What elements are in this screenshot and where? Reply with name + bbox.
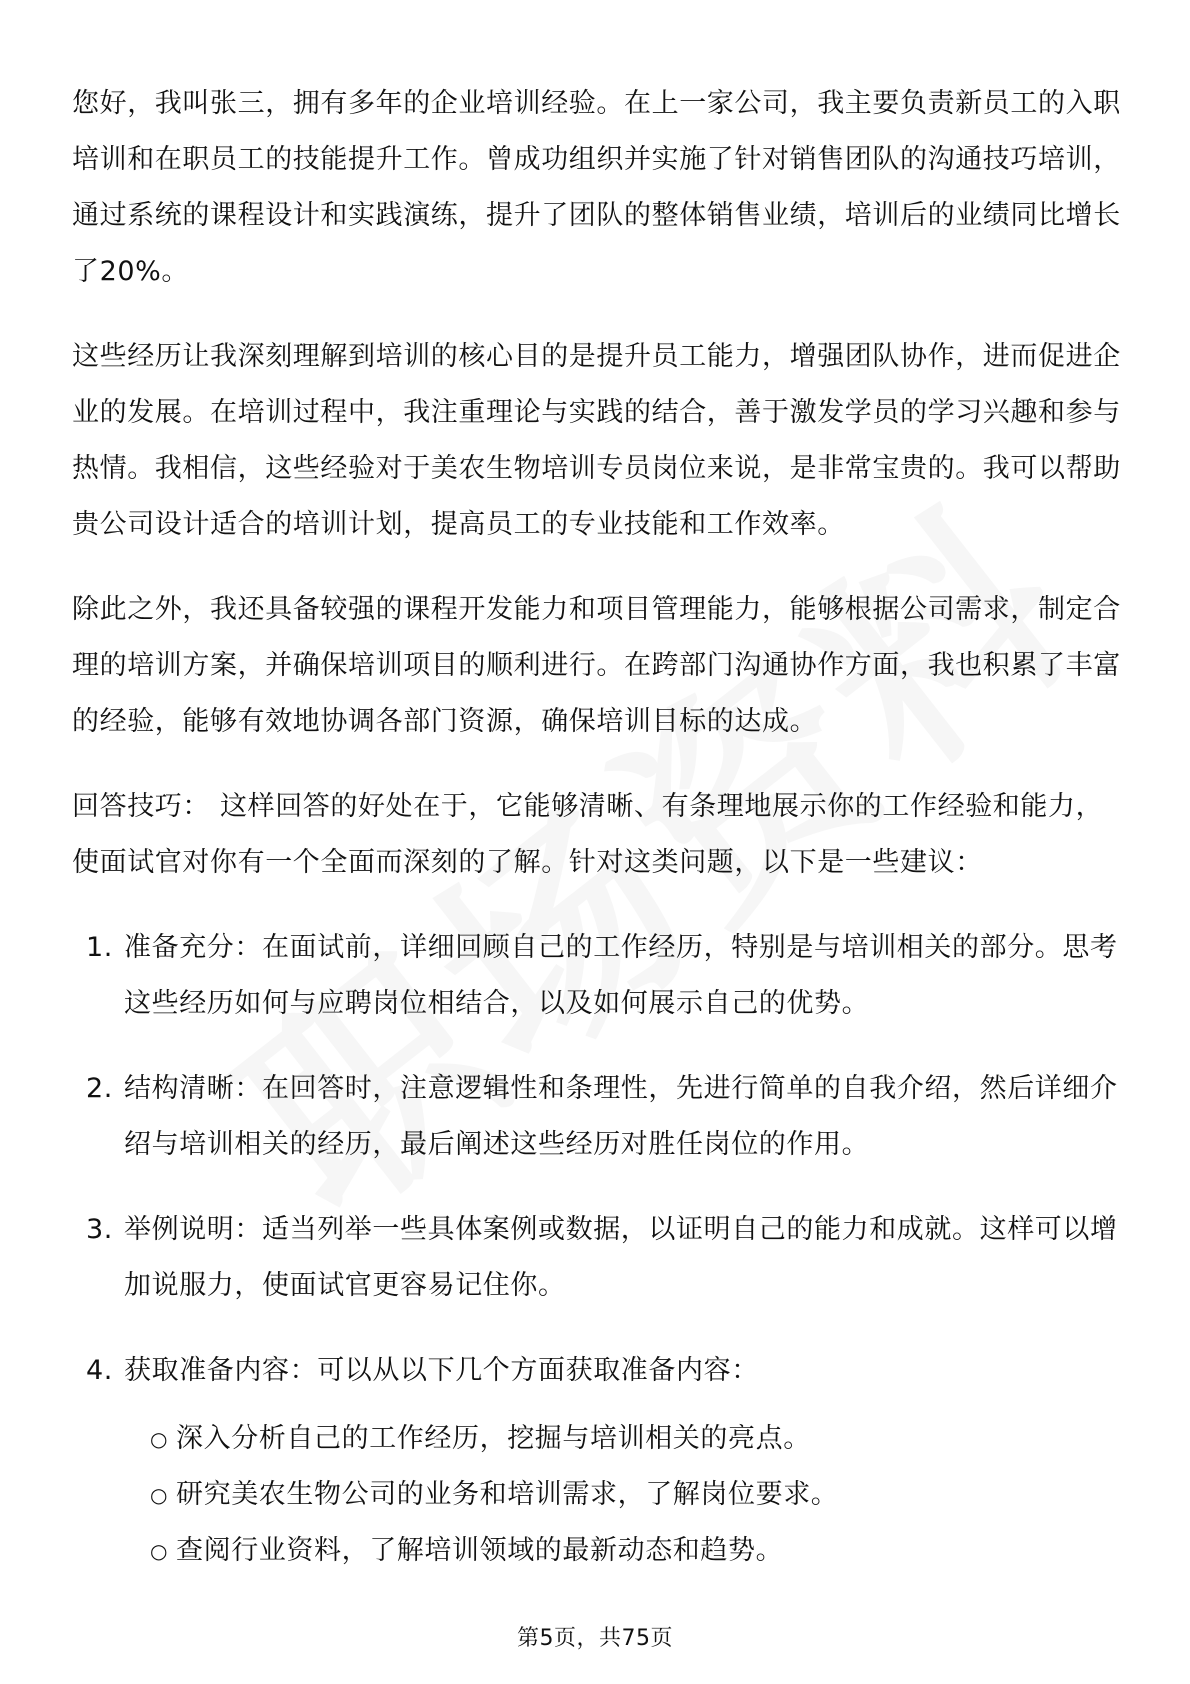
sub-list <box>124 1411 1122 1579</box>
suggestion-item <box>72 1343 1122 1579</box>
tips-text: 这样回答的好处在于，它能够清晰、有条理地展示你的工作经验和能力，使面试官对你有一个全面而深刻的了解。针对这类问题，以下是一些建议： <box>72 791 1104 878</box>
experience-paragraph: 这些经历让我深刻理解到培训的核心目的是提升员工能力，增强团队协作，进而促进企业的发展。在培训过程中，我注重理论与实践的结合，善于激发学员的学习兴趣和参与热情。我相信，这些经验对于美农生物培训专员岗位来说，是非常宝贵的。我可以帮助贵公司设计适合的培训计划，提高员工的专业技能和工作效率。 <box>72 341 1121 540</box>
suggestion-item <box>72 920 1122 1032</box>
suggestion-item <box>72 1061 1122 1173</box>
list-number: 1. <box>86 932 113 963</box>
suggestion-text: 准备充分：在面试前，详细回顾自己的工作经历，特别是与培训相关的部分。思考这些经历如何与应聘岗位相结合，以及如何展示自己的优势。 <box>124 932 1118 1019</box>
document-body <box>72 76 1122 1608</box>
suggestion-text: 结构清晰：在回答时，注意逻辑性和条理性，先进行简单的自我介绍，然后详细介绍与培训相关的经历，最后阐述这些经历对胜任岗位的作用。 <box>124 1073 1118 1160</box>
sub-list-item <box>124 1523 1122 1579</box>
sub-item-text: 研究美农生物公司的业务和培训需求，了解岗位要求。 <box>176 1479 839 1510</box>
intro-paragraph: 您好，我叫张三，拥有多年的企业培训经验。在上一家公司，我主要负责新员工的入职培训和在职员工的技能提升工作。曾成功组织并实施了针对销售团队的沟通技巧培训，通过系统的课程设计和实践演练，提升了团队的整体销售业绩，培训后的业绩同比增长了20%。 <box>72 88 1121 287</box>
page-number-footer: 第5页，共75页 <box>517 1626 673 1651</box>
sub-list-item <box>124 1411 1122 1467</box>
suggestion-item <box>72 1202 1122 1314</box>
suggestion-text: 举例说明：适当列举一些具体案例或数据，以证明自己的能力和成就。这样可以增加说服力，使面试官更容易记住你。 <box>124 1214 1118 1301</box>
tips-label: 回答技巧： <box>72 791 210 822</box>
tips-paragraph <box>72 779 1122 891</box>
suggestions-list <box>72 920 1122 1579</box>
circle-bullet-icon: ○ <box>150 1483 169 1507</box>
sub-item-text: 查阅行业资料，了解培训领域的最新动态和趋势。 <box>176 1535 784 1566</box>
suggestion-text: 获取准备内容：可以从以下几个方面获取准备内容： <box>124 1355 759 1386</box>
circle-bullet-icon: ○ <box>150 1427 169 1451</box>
list-number: 3. <box>86 1214 113 1245</box>
sub-item-text: 深入分析自己的工作经历，挖掘与培训相关的亮点。 <box>176 1423 811 1454</box>
skills-paragraph: 除此之外，我还具备较强的课程开发能力和项目管理能力，能够根据公司需求，制定合理的培训方案，并确保培训项目的顺利进行。在跨部门沟通协作方面，我也积累了丰富的经验，能够有效地协调各部门资源，确保培训目标的达成。 <box>72 594 1121 737</box>
circle-bullet-icon: ○ <box>150 1539 169 1563</box>
list-number: 2. <box>86 1073 113 1104</box>
sub-list-item <box>124 1467 1122 1523</box>
list-number: 4. <box>86 1355 113 1386</box>
